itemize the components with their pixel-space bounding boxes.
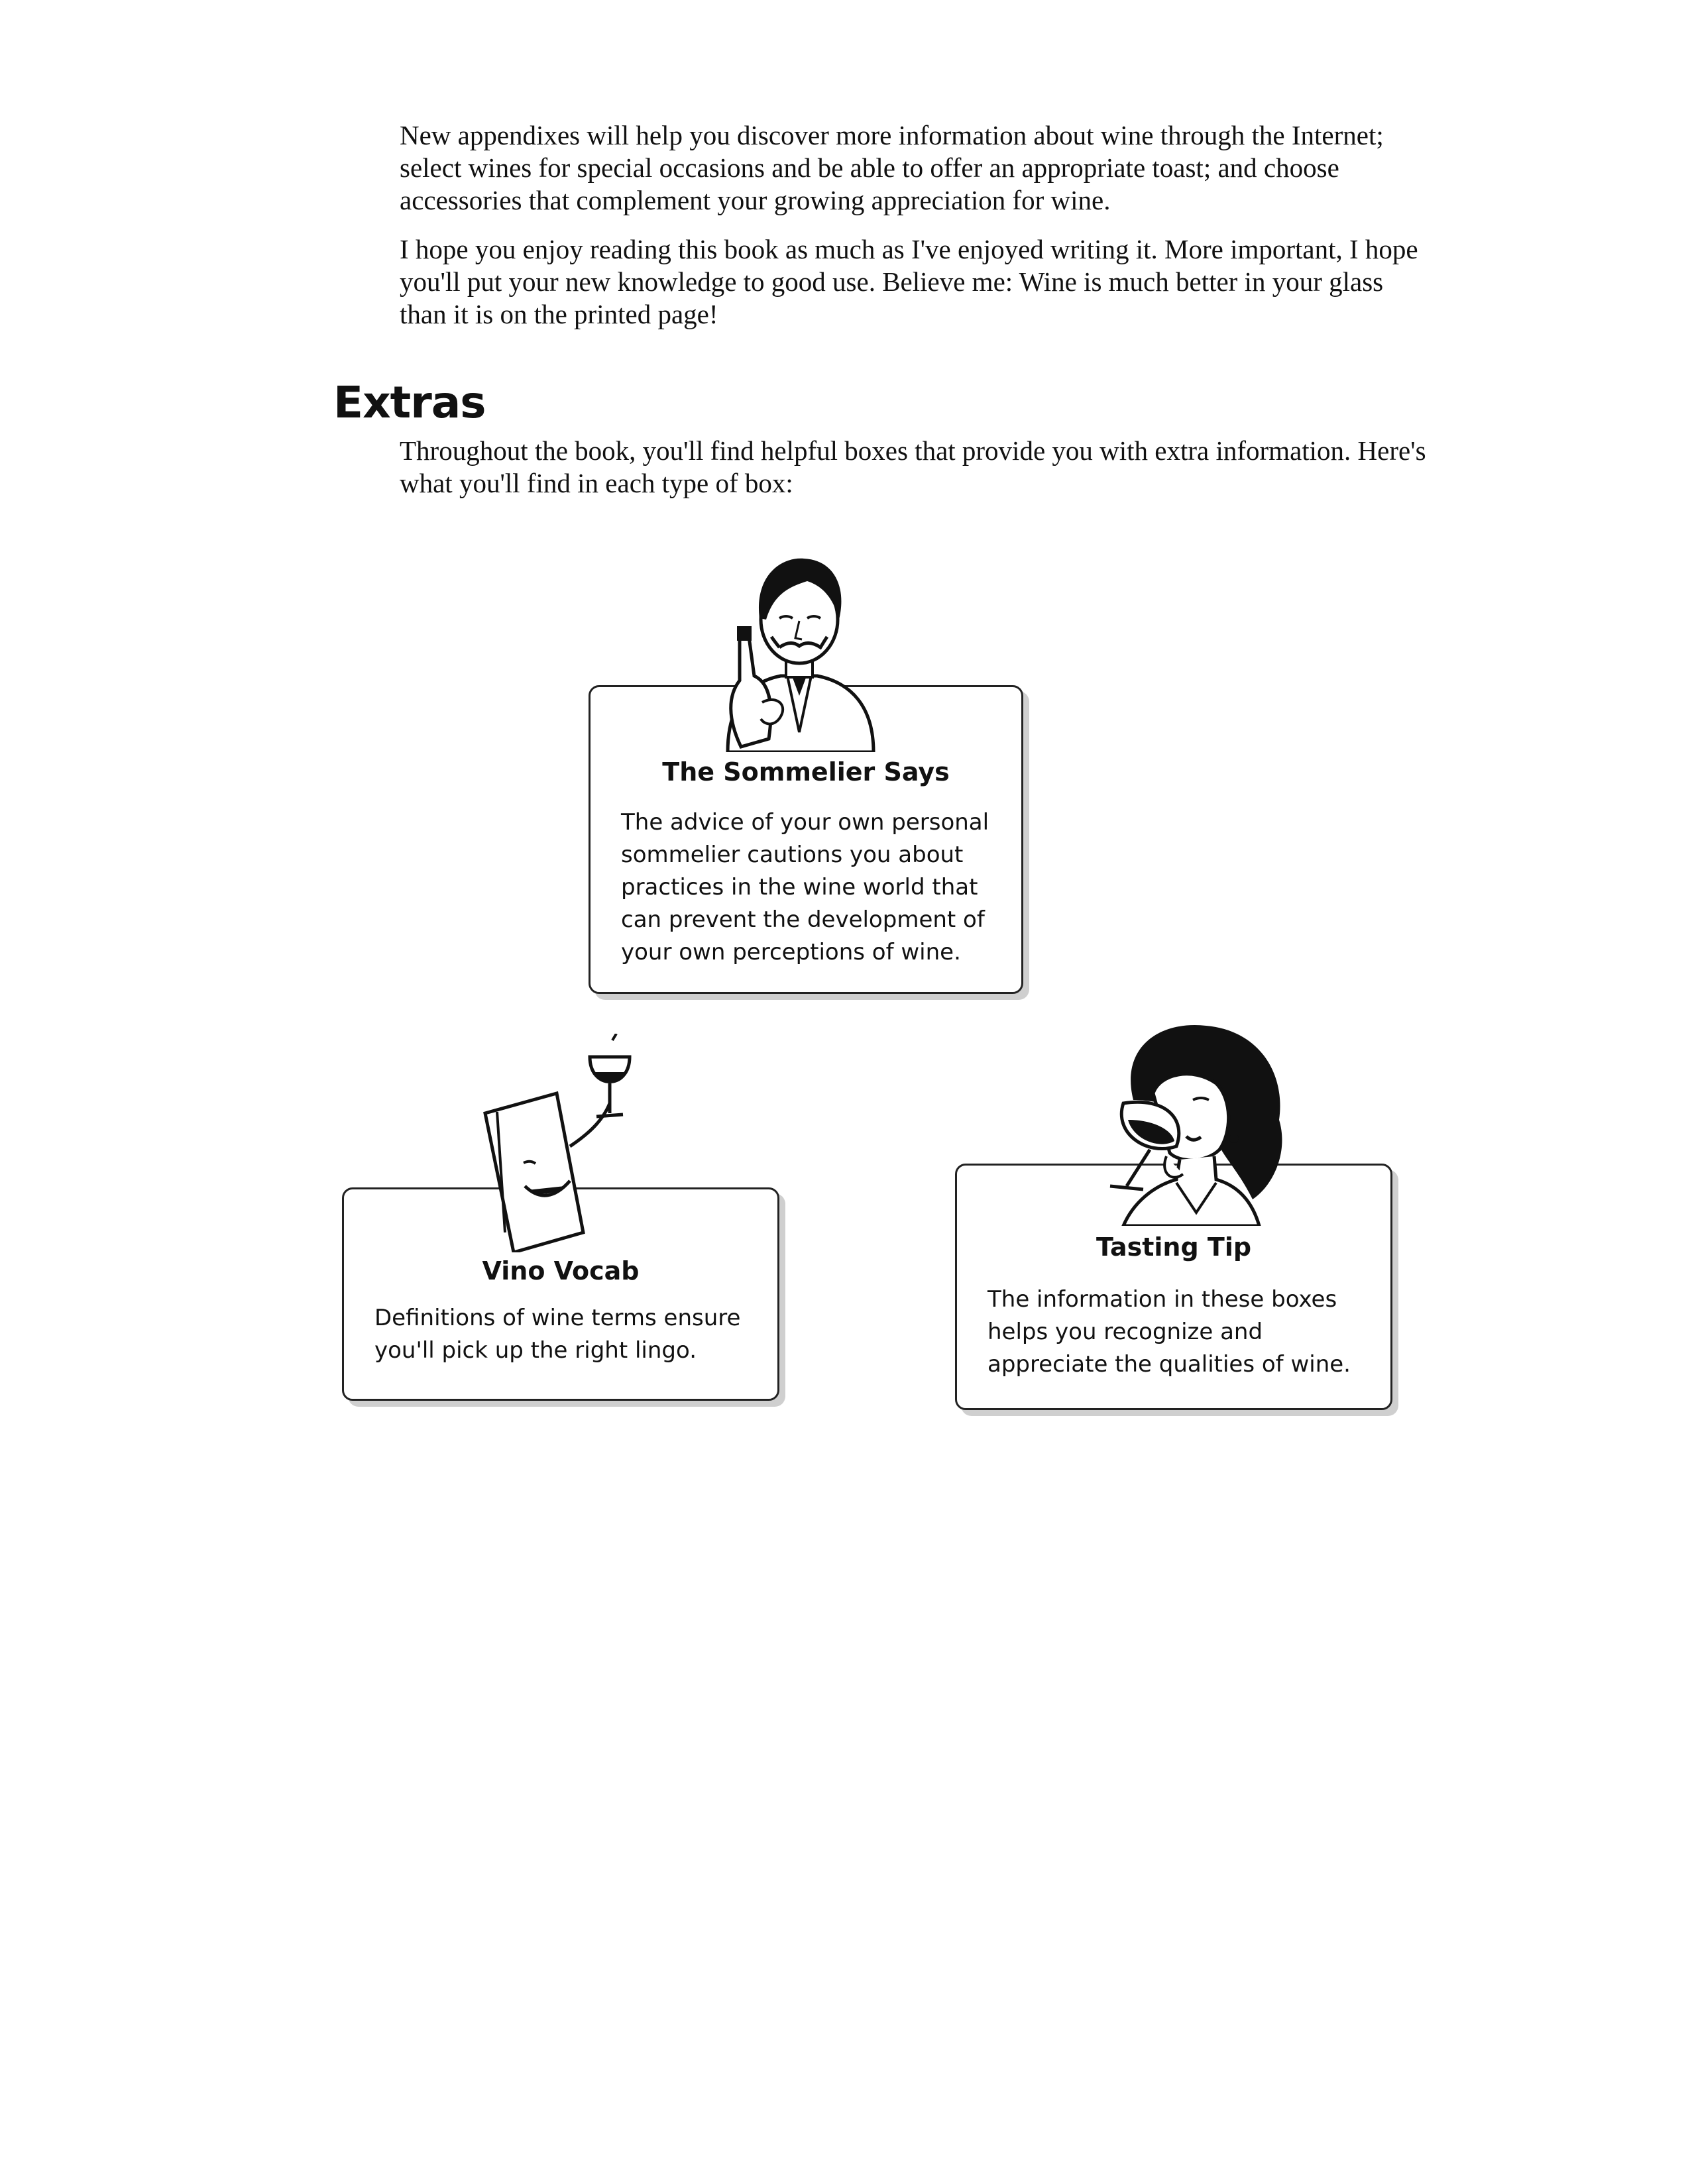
tasting-tip-text: The information in these boxes helps you recognize and appreciate the qualities of wine. [987,1286,1351,1378]
vino-vocab-title: Vino Vocab [482,1256,640,1285]
sommelier-says-title: The Sommelier Says [662,757,950,787]
extras-heading: Extras [333,377,486,428]
wine-taster-icon [1060,1020,1299,1226]
book-icon [477,1034,663,1252]
extras-intro-paragraph: Throughout the book, you'll find helpful boxes that provide you with extra information. Here's what you'll find in each type of box: [400,435,1426,498]
intro-paragraph-appendixes: New appendixes will help you discover more information about wine through the Internet; select wines for special occasions and be able to offer an appropriate toast; and choose accessories that complement your growing appreciation for wine. [400,120,1384,215]
sommelier-says-text: The advice of your own personal sommelier cautions you about practices in the wine world that can prevent the development of your own perceptions of wine. [621,809,989,965]
tasting-tip-title: Tasting Tip [1096,1232,1252,1262]
sommelier-icon [708,540,887,752]
vino-vocab-text: Definitions of wine terms ensure you'll pick up the right lingo. [374,1305,741,1364]
intro-paragraph-closing: I hope you enjoy reading this book as much as I've enjoyed writing it. More important, I hope you'll put your new knowledge to good use. Believe me: Wine is much better in your glass than it is on the printed page! [400,234,1418,329]
